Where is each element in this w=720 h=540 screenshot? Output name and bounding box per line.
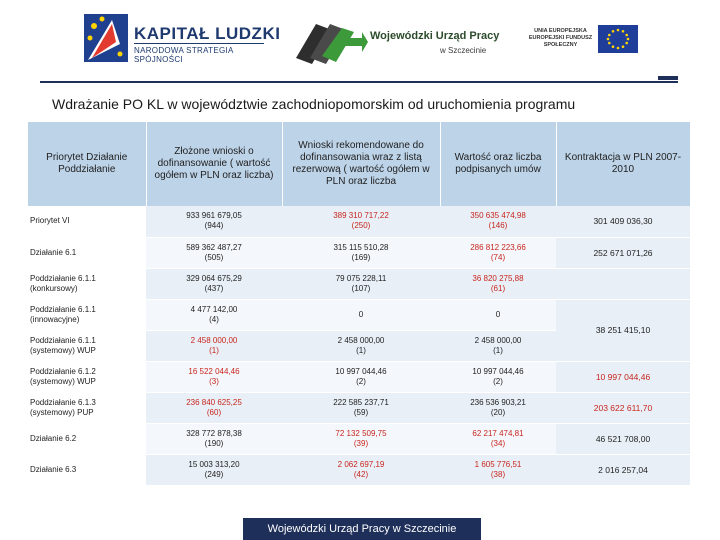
header-zlozone-wnioski: Złożone wnioski o dofinansowanie ( wartość ogółem w PLN oraz liczba) <box>146 122 282 206</box>
row-label: Priorytet VI <box>28 206 146 237</box>
table-row <box>28 299 690 330</box>
kapital-divider <box>134 43 264 44</box>
row-label: Działanie 6.1 <box>28 237 146 268</box>
row-label: Poddziałanie 6.1.1 (konkursowy) <box>28 268 146 299</box>
cell-rekomendowane: 10 997 044,46 (2) <box>282 361 440 392</box>
row-label: Poddziałanie 6.1.3 (systemowy) PUP <box>28 392 146 423</box>
data-table <box>28 122 690 486</box>
cell-kontraktacja: 252 671 071,26 <box>556 237 690 268</box>
cell-rekomendowane: 0 <box>282 299 440 330</box>
ue-text: UNIA EUROPEJSKA EUROPEJSKI FUNDUSZ SPOŁECZNY <box>528 28 593 48</box>
cell-zlozone: 329 064 675,29 (437) <box>146 268 282 299</box>
header-podpisane-umowy: Wartość oraz liczba podpisanych umów <box>440 122 556 206</box>
eu-flag-icon <box>598 25 638 53</box>
cell-umowy: 236 536 903,21 (20) <box>440 392 556 423</box>
cell-rekomendowane: 2 062 697,19 (42) <box>282 454 440 485</box>
table-row <box>28 237 690 268</box>
cell-zlozone: 236 840 625,25 (60) <box>146 392 282 423</box>
cell-rekomendowane: 222 585 237,71 (59) <box>282 392 440 423</box>
cell-umowy: 10 997 044,46 (2) <box>440 361 556 392</box>
cell-rekomendowane: 315 115 510,28 (169) <box>282 237 440 268</box>
table-header-row <box>28 122 690 206</box>
cell-zlozone: 328 772 878,38 (190) <box>146 423 282 454</box>
table-row <box>28 392 690 423</box>
header-divider-tick <box>658 76 678 80</box>
cell-zlozone: 4 477 142,00 (4) <box>146 299 282 330</box>
cell-kontraktacja-empty <box>556 268 690 299</box>
kapital-ludzki-title: KAPITAŁ LUDZKI <box>134 24 281 43</box>
kapital-ludzki-subtitle: NARODOWA STRATEGIA SPÓJNOŚCI <box>134 46 234 64</box>
header-wnioski-rekomendowane: Wnioski rekomendowane do dofinansowania wraz z listą rezerwową ( wartość ogółem w PLN oraz liczba <box>282 122 440 206</box>
cell-umowy: 1 605 776,51 (38) <box>440 454 556 485</box>
table-row <box>28 206 690 237</box>
wup-title: Wojewódzki Urząd Pracy <box>370 30 500 42</box>
ue-logo <box>528 25 678 63</box>
cell-zlozone: 15 003 313,20 (249) <box>146 454 282 485</box>
row-label: Poddziałanie 6.1.1 (systemowy) WUP <box>28 330 146 361</box>
row-label: Działanie 6.3 <box>28 454 146 485</box>
cell-rekomendowane: 389 310 717,22 (250) <box>282 206 440 237</box>
logo-bar <box>0 0 720 80</box>
cell-kontraktacja: 203 622 611,70 <box>556 392 690 423</box>
row-label: Poddziałanie 6.1.2 (systemowy) WUP <box>28 361 146 392</box>
wup-cards-icon <box>292 18 368 66</box>
kapital-ludzki-emblem-icon <box>82 10 130 66</box>
footer-banner: Wojewódzki Urząd Pracy w Szczecinie <box>243 518 481 540</box>
table-row <box>28 423 690 454</box>
page-title: Wdrażanie PO KL w województwie zachodniopomorskim od uruchomienia programu <box>52 96 576 112</box>
header-priorytet: Priorytet Działanie Poddziałanie <box>28 122 146 206</box>
cell-umowy: 350 635 474,98 (146) <box>440 206 556 237</box>
cell-zlozone: 16 522 044,46 (3) <box>146 361 282 392</box>
cell-kontraktacja: 10 997 044,46 <box>556 361 690 392</box>
header-divider <box>40 81 678 83</box>
cell-umowy: 62 217 474,81 (34) <box>440 423 556 454</box>
wup-subtitle: w Szczecinie <box>440 46 487 55</box>
cell-umowy: 0 <box>440 299 556 330</box>
cell-rekomendowane: 79 075 228,11 (107) <box>282 268 440 299</box>
table-row <box>28 454 690 485</box>
cell-kontraktacja: 301 409 036,30 <box>556 206 690 237</box>
header-kontraktacja: Kontraktacja w PLN 2007-2010 <box>556 122 690 206</box>
cell-umowy: 286 812 223,66 (74) <box>440 237 556 268</box>
kapital-ludzki-logo <box>82 10 282 70</box>
cell-kontraktacja: 2 016 257,04 <box>556 454 690 485</box>
cell-kontraktacja: 46 521 708,00 <box>556 423 690 454</box>
cell-kontraktacja: 38 251 415,10 <box>556 299 690 361</box>
table-row <box>28 268 690 299</box>
cell-rekomendowane: 72 132 509,75 (39) <box>282 423 440 454</box>
cell-rekomendowane: 2 458 000,00 (1) <box>282 330 440 361</box>
cell-zlozone: 933 961 679,05 (944) <box>146 206 282 237</box>
cell-zlozone: 2 458 000,00 (1) <box>146 330 282 361</box>
row-label: Poddziałanie 6.1.1 (innowacyjne) <box>28 299 146 330</box>
wup-logo <box>292 18 502 66</box>
table-row <box>28 361 690 392</box>
cell-zlozone: 589 362 487,27 (505) <box>146 237 282 268</box>
cell-umowy: 36 820 275,88 (61) <box>440 268 556 299</box>
cell-umowy: 2 458 000,00 (1) <box>440 330 556 361</box>
row-label: Działanie 6.2 <box>28 423 146 454</box>
